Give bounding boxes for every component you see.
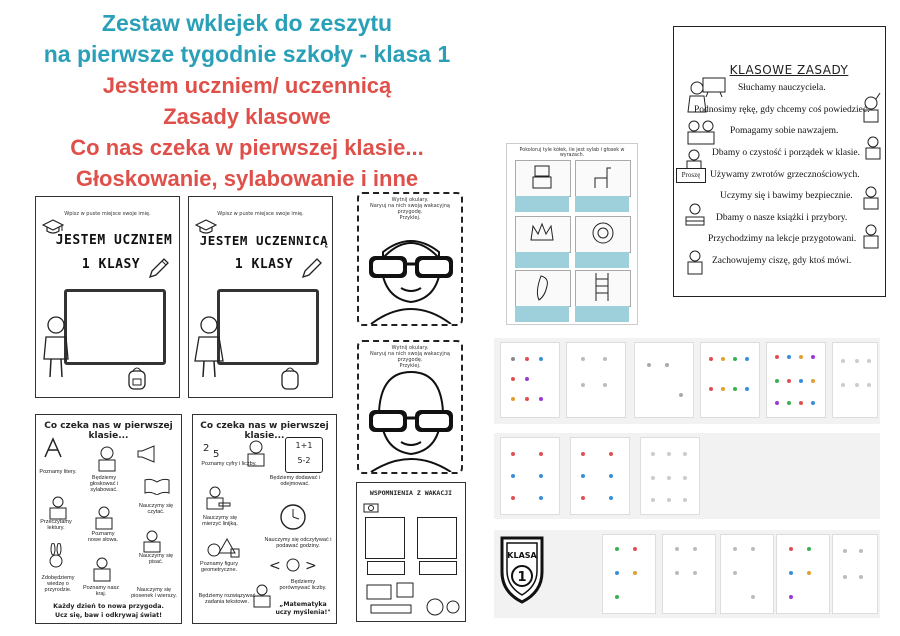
glasses-instruction-1: Wytnij okulary. xyxy=(391,197,429,203)
shapes-icon xyxy=(207,535,241,559)
math-footer: „Matematyka uczy myślenia!" xyxy=(275,601,331,616)
card-jestem-uczennica xyxy=(188,196,333,398)
parrot-icon xyxy=(531,274,553,302)
glasses-instruction-2: Naryuj na nich swoją wakacyjną przygodę. xyxy=(369,203,450,215)
glasses-instruction-1: Wytnij okulary. xyxy=(391,345,429,351)
card-what-awaits-1 xyxy=(35,414,182,624)
card-title-2: 1 KLASY xyxy=(234,257,294,272)
worksheet-thumbnail[interactable] xyxy=(640,437,700,515)
rule-item: Zachowujemy ciszę, gdy ktoś mówi. xyxy=(712,256,852,266)
girl-with-glasses-icon xyxy=(361,366,461,472)
kid-flag-icon xyxy=(90,555,114,585)
note-box[interactable] xyxy=(419,561,457,575)
expect-title: Co czeka nas w pierwszej klasie... xyxy=(44,421,173,441)
card-classroom-rules xyxy=(673,26,886,297)
title-line-5: Co nas czeka w pierwszej klasie... xyxy=(70,135,424,160)
math-board xyxy=(285,437,323,473)
kid-ruler-icon xyxy=(203,485,231,513)
worksheet-thumbnail[interactable] xyxy=(570,437,630,515)
robot-icon xyxy=(531,164,553,190)
photo-frame[interactable] xyxy=(365,517,405,559)
note-box[interactable] xyxy=(367,561,405,575)
expect-label: Nauczymy się pisać. xyxy=(138,553,174,565)
quiet-kid-icon xyxy=(684,249,706,277)
svg-text:>: > xyxy=(305,558,317,574)
expect-label: Nauczymy się mierzyć linijką. xyxy=(202,515,238,527)
card-what-awaits-2 xyxy=(192,414,337,624)
shell-icon xyxy=(591,220,615,246)
card-holiday-memories xyxy=(356,482,466,622)
card-title-1: JESTEM UCZENNICĄ xyxy=(199,233,329,248)
glasses-instruction-2: Naryuj na nich swoją wakacyjną przygodę. xyxy=(369,351,450,363)
backpack-icon xyxy=(279,365,301,391)
worksheet-thumbnail[interactable] xyxy=(634,342,694,418)
name-board[interactable] xyxy=(217,289,319,365)
expect-label: Poznamy figury geometryczne. xyxy=(200,561,238,573)
books-icon xyxy=(684,203,706,229)
title-line-6: Głoskowanie, sylabowanie i inne xyxy=(75,166,419,191)
kid-drawing-icon xyxy=(94,445,120,473)
crown-icon xyxy=(529,222,555,244)
title-line-3: Jestem uczniem/ uczennicą xyxy=(102,73,392,98)
expect-label: Zdobędziemy wiedzę o przyrodzie. xyxy=(41,575,75,593)
camera-icon xyxy=(363,501,379,513)
rule-item: Uczymy się i bawimy bezpiecznie. xyxy=(720,191,853,201)
worksheet-thumbnail[interactable] xyxy=(500,342,560,418)
card-title-2: 1 KLASY xyxy=(81,257,141,272)
boy-student-icon xyxy=(40,315,72,381)
worksheet-thumbnail[interactable] xyxy=(500,437,560,515)
expect-title: Co czeka nas w pierwszej klasie... xyxy=(200,421,329,441)
kid-puzzle-icon xyxy=(251,583,273,609)
badge-word: KLASA xyxy=(507,551,537,560)
header-title xyxy=(20,8,474,194)
expect-label: Poznamy litery. xyxy=(39,469,77,475)
girl-student-icon xyxy=(193,315,225,381)
llama-icon xyxy=(591,164,613,190)
rule-item: Dbamy o czystość i porządek w klasie. xyxy=(712,148,860,158)
worksheet-thumbnail[interactable] xyxy=(566,342,626,418)
megaphone-icon xyxy=(136,445,158,463)
pencil-icon xyxy=(299,257,323,281)
blackboard-icon xyxy=(702,77,726,97)
math-line-2: 5-2 xyxy=(297,456,311,465)
rule-item: Podnosimy rękę, gdy chcemy coś powiedzieć. xyxy=(694,105,870,115)
worksheet-thumbnail[interactable] xyxy=(766,342,826,418)
clock-icon xyxy=(279,503,307,531)
worksheet-thumbnail[interactable] xyxy=(832,342,878,418)
kid-writing-icon xyxy=(140,529,164,553)
bunny-icon xyxy=(46,543,66,573)
math-line-1: 1+1 xyxy=(295,441,313,450)
expect-label: Będziemy dodawać i odejmować. xyxy=(269,475,321,487)
svg-text:2: 2 xyxy=(203,443,210,454)
expect-label: Nauczymy się czytać. xyxy=(138,503,174,515)
prosze-sign: Proszę xyxy=(676,168,706,183)
kid-reading-icon xyxy=(46,495,70,521)
worksheet-thumbnail[interactable] xyxy=(832,534,878,614)
backpack-icon xyxy=(126,365,148,391)
expect-label: Będziemy rozwiązywać zadania tekstowe. xyxy=(198,593,256,605)
photo-frame[interactable] xyxy=(417,517,457,559)
rule-item: Słuchamy nauczyciela. xyxy=(738,83,826,93)
svg-text:5: 5 xyxy=(213,449,220,459)
name-board[interactable] xyxy=(64,289,166,365)
worksheet-thumbnail[interactable] xyxy=(720,534,774,614)
worksheet-thumbnail[interactable] xyxy=(776,534,830,614)
memory-title: WSPOMNIENIA Z WAKACJI xyxy=(369,489,453,497)
glasses-instruction-3: Przyklej. xyxy=(399,215,421,221)
holiday-items-icon xyxy=(363,579,461,619)
card-glasses-boy xyxy=(357,192,463,326)
expect-label: Poznamy cyfry i liczby. xyxy=(201,461,257,467)
compare-icon xyxy=(267,555,323,577)
expect-footer-1: Każdy dzień to nowa przygoda. xyxy=(53,603,164,610)
card-glasses-girl xyxy=(357,340,463,474)
rule-item: Używamy zwrotów grzecznościowych. xyxy=(710,170,860,180)
open-book-icon xyxy=(144,477,170,495)
ladder-icon xyxy=(593,272,611,302)
expect-label: Nauczymy się piosenek i wierszy. xyxy=(131,587,177,599)
klasa-1-badge xyxy=(498,534,546,604)
expect-label: Nauczymy się odczytywać i podawać godziny. xyxy=(264,537,332,549)
worksheet-thumbnail[interactable] xyxy=(662,534,716,614)
expect-footer-2: Ucz się, baw i odkrywaj świat! xyxy=(54,612,163,619)
numbers-icon xyxy=(201,437,227,459)
title-line-4: Zasady klasowe xyxy=(163,104,331,129)
boy-with-glasses-icon xyxy=(361,218,461,324)
worksheet-thumbnail[interactable] xyxy=(602,534,656,614)
badge-number: 1 xyxy=(517,570,527,585)
syllables-instruction: Pokoloruj tyle kółek, ile jest sylab i głosek w wyrazach. xyxy=(519,148,625,158)
kid-counting-icon xyxy=(243,439,269,469)
kids-hugging-icon xyxy=(684,119,718,149)
pencil-icon xyxy=(146,257,170,281)
kid-backpack-icon xyxy=(860,223,882,251)
rules-title: KLASOWE ZASADY xyxy=(729,63,849,77)
expect-label: Poznamy nowe słowa. xyxy=(87,531,119,543)
expect-label: Będziemy głoskować i sylabować. xyxy=(89,475,119,493)
card-syllables xyxy=(506,143,638,325)
card-instruction: Wpisz w puste miejsce swoje imię. xyxy=(64,211,151,217)
card-title-1: JESTEM UCZNIEM xyxy=(55,233,173,248)
svg-text:<: < xyxy=(269,558,281,574)
kid-thinking-icon xyxy=(92,505,116,531)
recycle-kid-icon xyxy=(862,135,884,161)
kid-safety-icon xyxy=(860,185,882,211)
expect-label: Poznamy nasz kraj. xyxy=(82,585,120,597)
rule-item: Przychodzimy na lekcje przygotowani. xyxy=(708,234,857,244)
title-line-1: Zestaw wklejek do zeszytu xyxy=(101,10,393,36)
letter-a-icon xyxy=(42,437,64,459)
rule-item: Dbamy o nasze książki i przybory. xyxy=(716,213,848,223)
worksheet-thumbnail[interactable] xyxy=(700,342,760,418)
glasses-instruction-3: Przyklej. xyxy=(399,363,421,369)
card-instruction: Wpisz w puste miejsce swoje imię. xyxy=(217,211,304,217)
title-line-2: na pierwsze tygodnie szkoły - klasa 1 xyxy=(43,41,451,67)
expect-label: Będziemy porównywać liczby. xyxy=(279,579,327,591)
expect-label: Przeczytamy lektury. xyxy=(40,519,72,531)
card-jestem-uczniem xyxy=(35,196,180,398)
rule-item: Pomagamy sobie nawzajem. xyxy=(730,126,839,136)
